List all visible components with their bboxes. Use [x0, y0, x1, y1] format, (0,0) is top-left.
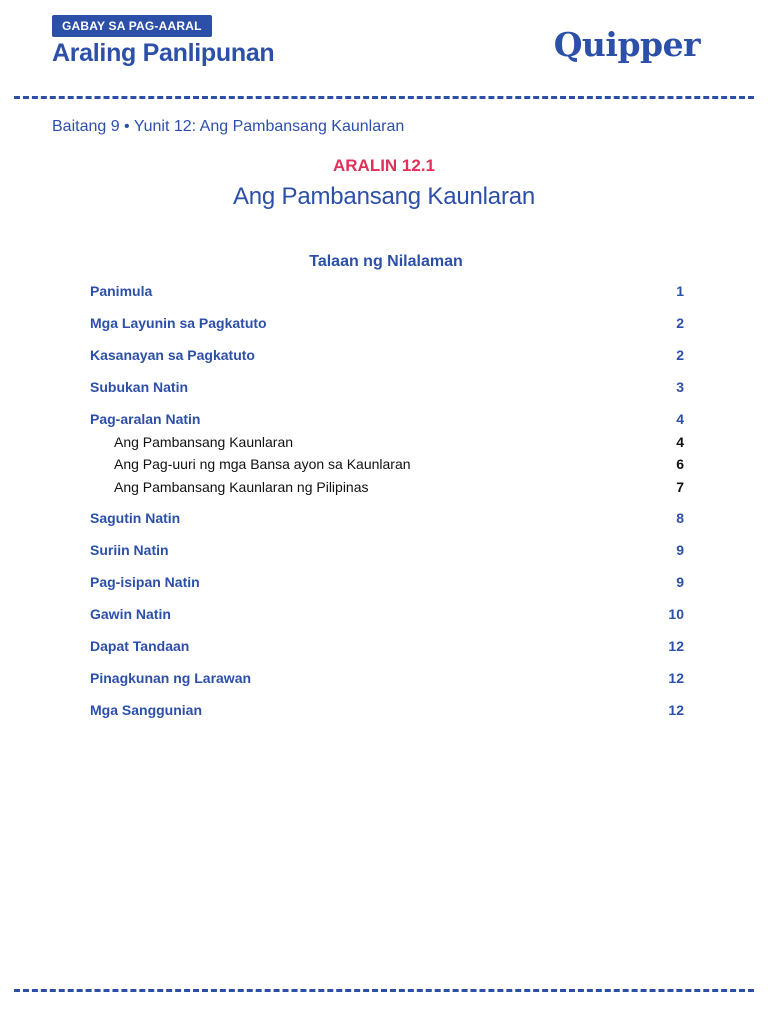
toc-item-pag-aralan-natin[interactable] [90, 409, 684, 429]
toc-item-mga-layunin[interactable] [90, 313, 684, 333]
quipper-logo: Quipper [553, 25, 700, 64]
toc-item-label: Dapat Tandaan [90, 638, 190, 654]
toc-item-label: Panimula [90, 283, 153, 299]
toc-subitem-pambansang-kaunlaran[interactable] [90, 432, 684, 452]
toc-item-page: 8 [676, 510, 684, 526]
guide-badge: GABAY SA PAG-AARAL [52, 15, 212, 37]
toc-item-page: 12 [668, 702, 684, 718]
toc-item-page: 1 [676, 283, 684, 299]
toc-item-page: 9 [676, 574, 684, 590]
subject-title: Araling Panlipunan [52, 39, 275, 67]
toc-item-page: 2 [676, 315, 684, 331]
toc-item-page: 2 [676, 347, 684, 363]
toc-item-label: Gawin Natin [90, 606, 171, 622]
breadcrumb: Baitang 9 • Yunit 12: Ang Pambansang Kaunlaran [52, 118, 405, 135]
lesson-label: ARALIN 12.1 [332, 156, 436, 175]
toc-item-suriin-natin[interactable] [90, 540, 684, 560]
toc-item-dapat-tandaan[interactable] [90, 636, 684, 656]
toc-item-label: Mga Sanggunian [90, 702, 202, 718]
toc-item-label: Pag-aralan Natin [90, 411, 201, 427]
toc-item-page: 6 [676, 456, 684, 472]
toc-item-page: 7 [676, 479, 684, 495]
toc-item-panimula[interactable] [90, 281, 684, 301]
toc-item-subukan-natin[interactable] [90, 377, 684, 397]
toc-item-label: Ang Pag-uuri ng mga Bansa ayon sa Kaunlaran [114, 456, 411, 472]
toc-item-page: 12 [668, 670, 684, 686]
toc-item-label: Ang Pambansang Kaunlaran [114, 434, 294, 450]
toc-item-pag-isipan-natin[interactable] [90, 572, 684, 592]
toc-item-label: Mga Layunin sa Pagkatuto [90, 315, 267, 331]
toc-item-label: Ang Pambansang Kaunlaran ng Pilipinas [114, 479, 369, 495]
toc-item-page: 9 [676, 542, 684, 558]
toc-item-label: Kasanayan sa Pagkatuto [90, 347, 255, 363]
toc-item-sagutin-natin[interactable] [90, 508, 684, 528]
toc-item-mga-sanggunian[interactable] [90, 700, 684, 720]
toc-heading: Talaan ng Nilalaman [309, 253, 463, 270]
toc-item-page: 12 [668, 638, 684, 654]
toc-item-label: Pinagkunan ng Larawan [90, 670, 252, 686]
toc-subitem-kaunlaran-pilipinas[interactable] [90, 477, 684, 497]
toc-item-page: 4 [676, 434, 684, 450]
toc-item-kasanayan[interactable] [90, 345, 684, 365]
toc-item-page: 3 [676, 379, 684, 395]
toc-item-page: 10 [668, 606, 684, 622]
toc-item-label: Subukan Natin [90, 379, 189, 395]
toc-item-pinagkunan-ng-larawan[interactable] [90, 668, 684, 688]
bottom-dashed-divider [14, 989, 754, 992]
lesson-title: Ang Pambansang Kaunlaran [232, 183, 536, 210]
toc-item-page: 4 [676, 411, 684, 427]
toc-item-label: Pag-isipan Natin [90, 574, 200, 590]
toc-subitem-pag-uuri[interactable] [90, 454, 684, 474]
toc-item-gawin-natin[interactable] [90, 604, 684, 624]
toc-item-label: Suriin Natin [90, 542, 169, 558]
top-dashed-divider [14, 96, 754, 99]
toc-item-label: Sagutin Natin [90, 510, 181, 526]
